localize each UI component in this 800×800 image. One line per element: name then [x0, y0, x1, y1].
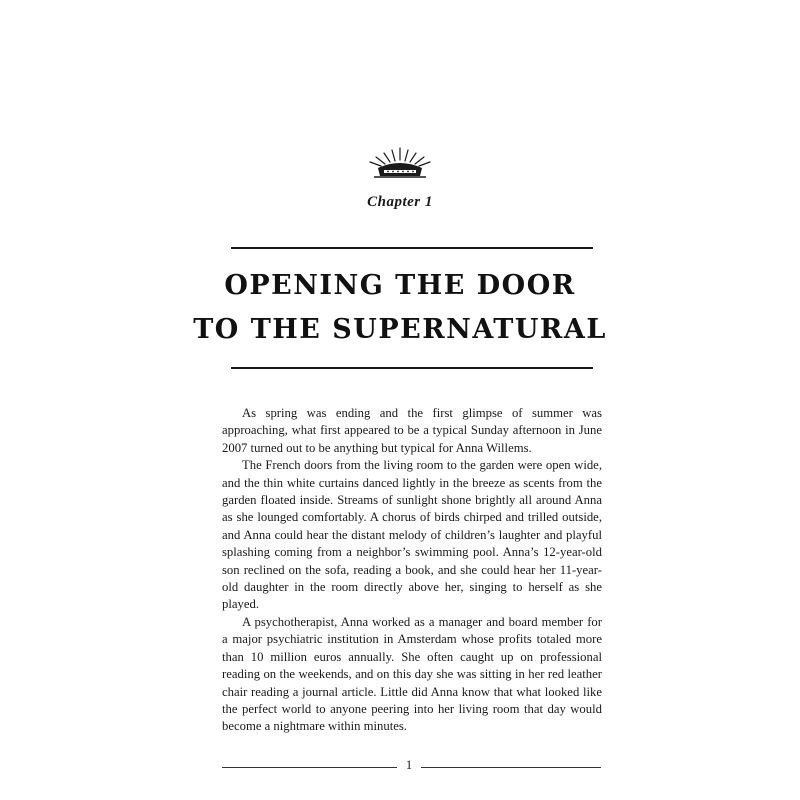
- title-top-rule: [231, 247, 593, 249]
- footer-rule-left: [222, 767, 397, 768]
- paragraph: As spring was ending and the first glimpse of summer was approaching, what first appeared to be a typical Sunday afternoon in June 2007 turned out to be anything but typical for Anna Willems.: [222, 406, 602, 455]
- paragraph: A psychotherapist, Anna worked as a manager and board member for a major psychiatric institution in Amsterdam whose profits totaled more than 10 million euros annually. She often caught up on professional reading on the weekends, and on this day she was sitting in her red leather chair reading a journal article. Little did Anna know that what looked like the perfect world to anyone peering into her living room that day would become a nightmare within minutes.: [222, 614, 602, 734]
- title-bottom-rule: [231, 367, 593, 369]
- body-text: [222, 405, 602, 736]
- paragraph: The French doors from the living room to the garden were open wide, and the thin white curtains danced lightly in the breeze as scents from the garden floated inside. Streams of sunlight shone brightly all around Anna as she lounged comfortably. A chorus of birds chirped and trilled outside, and Anna could hear the distant melody of children’s laughter and playful splashing coming from a neighbor’s swimming pool. Anna’s 12-year-old son reclined on the sofa, reading a book, and she could hear her 11-year-old daughter in the room directly above her, singing to herself as she played.: [222, 458, 602, 612]
- footer-rule-right: [421, 767, 601, 768]
- chapter-title-line-2: TO THE SUPERNATURAL: [193, 314, 607, 345]
- page-number: 1: [405, 758, 413, 772]
- chapter-label: Chapter 1: [367, 194, 433, 210]
- chapter-title-line-1: OPENING THE DOOR: [224, 270, 576, 301]
- sunburst-crown-ornament-icon: [362, 146, 438, 180]
